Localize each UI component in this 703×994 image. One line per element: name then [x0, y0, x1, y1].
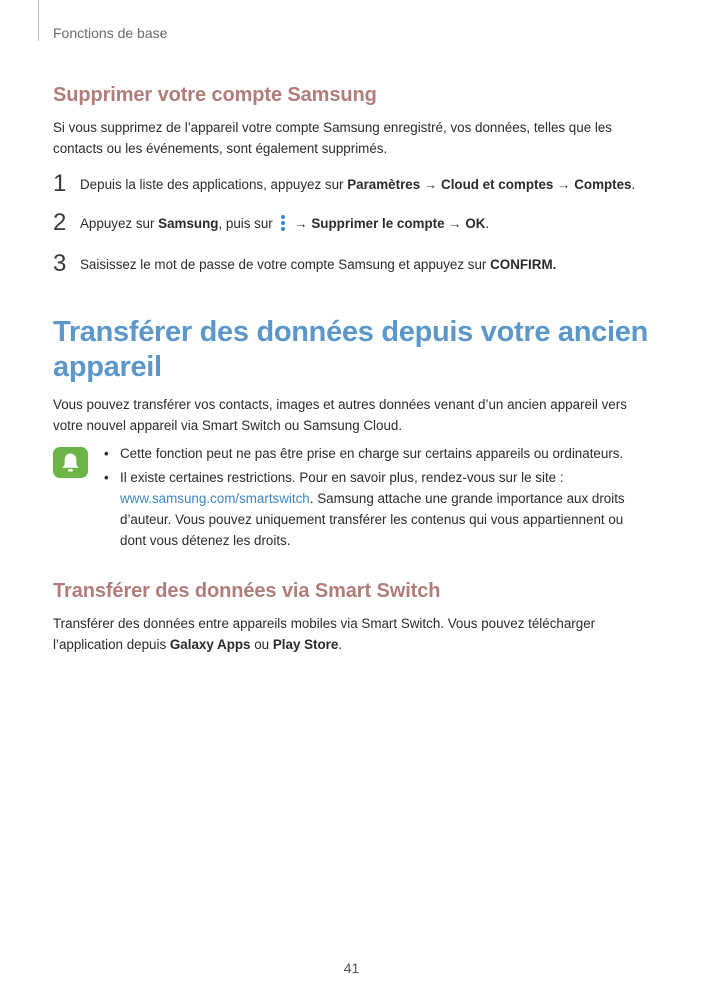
note-bullet: • Il existe certaines restrictions. Pour en savoir plus, rendez-vous sur le site : www.samsung.com/smartswitch. Samsung attache une grande importance aux droits d’auteur. Vous pouvez uniquement transférer les contenus qui vous appartiennent ou dont vous détenez les droits. — [104, 467, 644, 551]
bell-notice-icon — [53, 447, 88, 478]
bullet-symbol: • — [104, 470, 109, 485]
menu-path-cloud-accounts: Cloud et comptes — [441, 177, 554, 192]
menu-path-ok: OK — [465, 216, 486, 231]
menu-path-delete-account: Supprimer le compte — [311, 216, 445, 231]
step-2 — [53, 211, 663, 237]
menu-path-confirm: CONFIRM. — [490, 257, 557, 272]
note-bullet-list — [104, 443, 644, 554]
header-divider — [38, 0, 39, 41]
section-intro-delete-account: Si vous supprimez de l’appareil votre compte Samsung enregistré, vos données, telles que les contacts ou les événements, sont également supprimés. — [53, 120, 612, 156]
bell-icon — [61, 452, 80, 473]
section-text-smart-switch: Transférer des données entre appareils mobiles via Smart Switch. Vous pouvez télécharger l’application depuis Galaxy Apps ou Play Store. — [53, 616, 596, 652]
step-number: 2 — [53, 209, 67, 236]
menu-path-settings: Paramètres — [347, 177, 421, 192]
step-text: Depuis la liste des applications, appuyez sur Paramètres → Cloud et comptes → Comptes. — [80, 177, 636, 192]
chapter-title: Fonctions de base — [53, 25, 168, 41]
menu-path-accounts: Comptes — [574, 177, 632, 192]
galaxy-apps-label: Galaxy Apps — [169, 637, 251, 652]
step-3 — [53, 252, 663, 278]
step-text: Appuyez sur Samsung, puis sur → Supprimer le compte → OK. — [80, 216, 490, 231]
section-intro-transfer-data: Vous pouvez transférer vos contacts, images et autres données venant d’un ancien appareil vers votre nouvel appareil via Smart Switch ou Samsung Cloud. — [53, 397, 627, 433]
menu-path-samsung: Samsung — [158, 216, 219, 231]
play-store-label: Play Store — [272, 637, 339, 652]
section-heading-transfer-data: Transférer des données depuis votre ancien appareil — [53, 316, 648, 383]
bullet-symbol: • — [104, 446, 109, 461]
step-number: 1 — [53, 170, 67, 197]
note-bullet: • Cette fonction peut ne pas être prise en charge sur certains appareils ou ordinateurs. — [104, 443, 644, 464]
step-number: 3 — [53, 250, 67, 277]
section-heading-delete-account: Supprimer votre compte Samsung — [53, 84, 377, 106]
section-heading-smart-switch: Transférer des données via Smart Switch — [53, 580, 441, 602]
step-1 — [53, 172, 663, 198]
page-number: 41 — [343, 960, 360, 976]
smartswitch-link[interactable]: www.samsung.com/smartswitch — [120, 491, 310, 506]
more-options-icon — [278, 215, 288, 233]
step-text: Saisissez le mot de passe de votre compte Samsung et appuyez sur CONFIRM. — [80, 257, 557, 272]
